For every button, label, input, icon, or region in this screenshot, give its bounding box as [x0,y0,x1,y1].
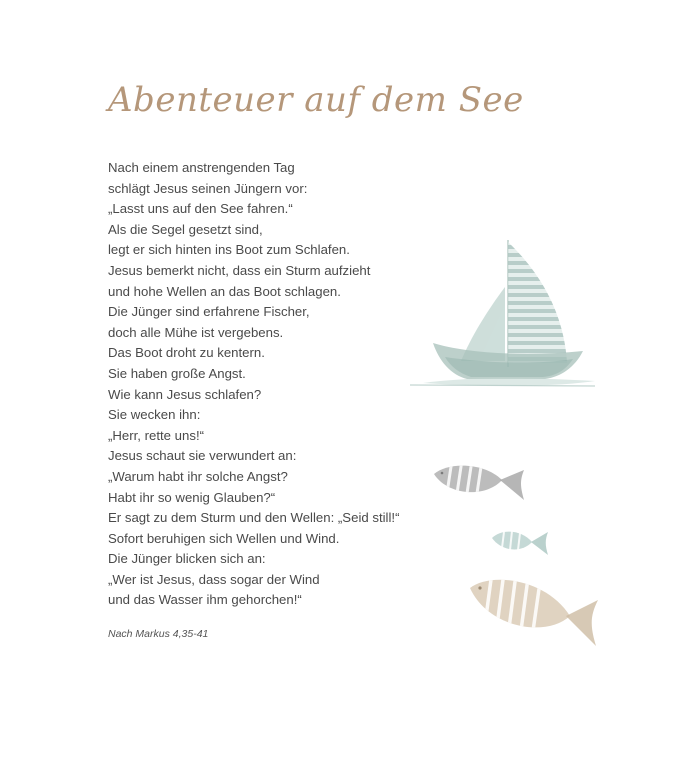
poem-line: Sofort beruhigen sich Wellen und Wind. [108,530,340,546]
poem-line: schlägt Jesus seinen Jüngern vor: [108,180,308,196]
grey-fish-illustration [430,460,530,508]
sailboat-illustration [405,235,600,395]
poem-line: Nach einem anstrengenden Tag [108,160,295,175]
poem-line: Die Jünger sind erfahrene Fischer, [108,304,310,320]
poem-text [108,158,399,611]
poem-line: Sie wecken ihn: [108,407,201,423]
small-teal-fish-illustration [490,526,552,558]
poem-line: Die Jünger blicken sich an: [108,551,266,567]
source-reference: Nach Markus 4,35-41 [108,628,209,640]
poem-line: „Lasst uns auf den See fahren.“ [108,201,293,217]
poem-line: „Wer ist Jesus, dass sogar der Wind [108,571,320,587]
poem-line: Habt ihr so wenig Glauben?“ [108,489,276,505]
poem-line: legt er sich hinten ins Boot zum Schlafen. [108,242,350,258]
poem-line: und hohe Wellen an das Boot schlagen. [108,283,341,299]
poem-line: Jesus schaut sie verwundert an: [108,448,297,464]
poem-line: doch alle Mühe ist vergebens. [108,324,284,340]
beige-fish-illustration [466,572,602,648]
poem-line: „Warum habt ihr solche Angst? [108,468,288,484]
poem-line: „Herr, rette uns!“ [108,427,205,443]
poem-line: Als die Segel gesetzt sind, [108,221,263,237]
poem-line: und das Wasser ihm gehorchen!“ [108,592,302,608]
poem-line: Jesus bemerkt nicht, dass ein Sturm aufzieht [108,262,371,278]
poem-line: Sie haben große Angst. [108,365,246,381]
poem-line: Er sagt zu dem Sturm und den Wellen: „Seid still!“ [108,510,400,526]
page-title: Abenteuer auf dem See [108,80,524,120]
poem-line: Das Boot droht zu kentern. [108,345,265,361]
poem-line: Wie kann Jesus schlafen? [108,386,262,402]
